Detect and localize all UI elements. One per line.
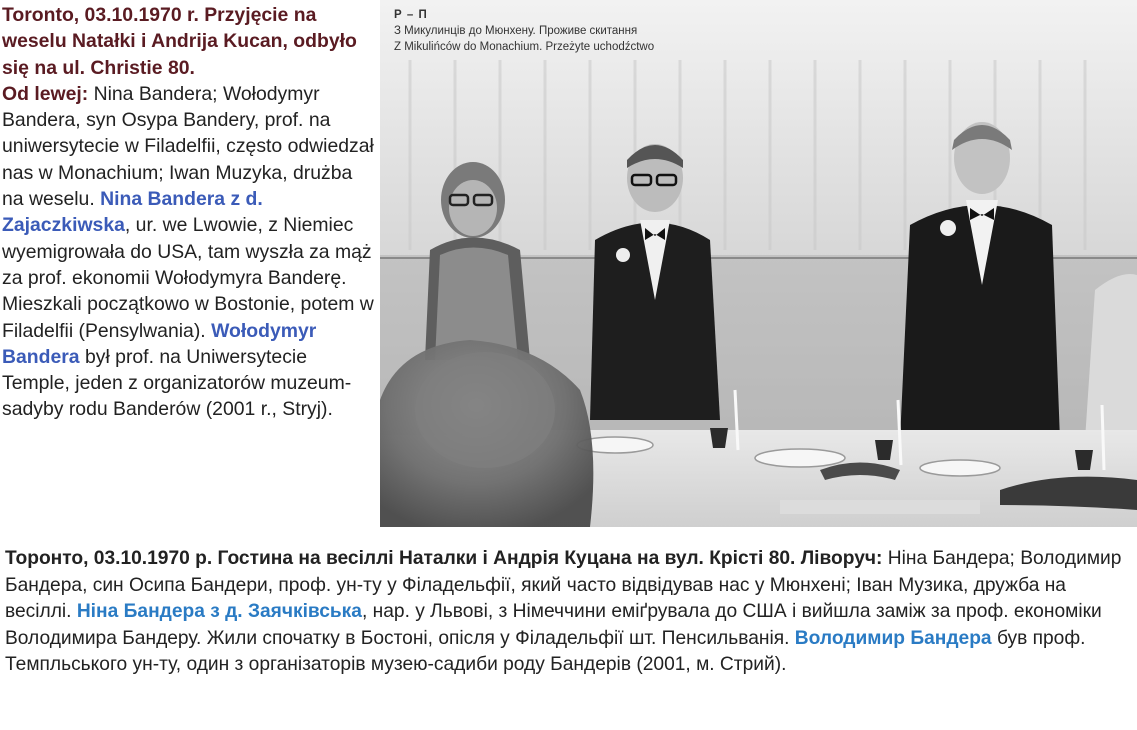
ukrainian-description [5, 546, 1130, 679]
ukrainian-text-part2: , нар. у Львові, з Німеччини еміґрувала до США і вийшла заміж за проф. економіки Володимира Бандеру. Жили спочатку в Бостоні, опісля у Філадельфії шт. Пенсильванія. [5, 601, 1102, 649]
polish-heading: Toronto, 03.10.1970 r. Przyjęcie na weselu Natałki i Andrija Kucan, odbyło się na ul. Christie 80. [2, 4, 357, 79]
polish-name-wolodymyr: Wołodymyr Bandera [2, 319, 317, 368]
wedding-photograph [380, 0, 1137, 527]
ukrainian-text-part1: Ніна Бандера; Володимир Бандера, син Осипа Бандери, проф. ун-ту у Філадельфії, який часто відвідував нас у Мюнхені; Іван Музика, дружба на весіллі. [5, 548, 1122, 623]
ukrainian-name-volodymyr: Володимир Бандера [794, 627, 992, 649]
ukrainian-text-part3: був проф. Темпльського ун-ту, один з організаторів музею-садиби роду Бандерів (2001, м. Стрий). [5, 627, 1086, 676]
polish-text-part3: był prof. na Uniwersytecie Temple, jeden z organizatorów muzeum-sadyby rodu Banderów (2001 r., Stryj). [2, 345, 352, 421]
polish-description [2, 2, 374, 423]
polish-name-nina: Nina Bandera z d. Zajaczkiwska [2, 188, 263, 237]
caption-line1: Р – П [394, 9, 428, 21]
ukrainian-name-nina: Ніна Бандера з д. Заячківська [76, 601, 362, 623]
caption-line3: Z Mikulińców do Monachium. Przeżyte uchodźctwo [394, 41, 655, 53]
photo-caption [394, 7, 654, 55]
ukrainian-heading: Торонто, 03.10.1970 р. Гостина на весіллі Наталки і Андрія Куцана на вул. Крісті 80. Ліворуч: [5, 548, 883, 569]
polish-text-part2: , ur. we Lwowie, z Niemiec wyemigrowała do USA, tam wyszła za mąż za prof. ekonomii Wołodymyra Banderę. Mieszkali początkowo w Bostonie, potem w Filadelfii (Pensylwania). [2, 214, 374, 342]
caption-line2: З Микулинців до Мюнхену. Проживе скитання [394, 25, 638, 37]
polish-from-left-label: Od lewej: [2, 82, 89, 105]
polish-text-part1: Nina Bandera; Wołodymyr Bandera, syn Osypa Bandery, prof. na uniwersytecie w Filadelfii, często odwiedzał nas w Monachium; Iwan Muzyka, drużba na weselu. [2, 82, 374, 211]
